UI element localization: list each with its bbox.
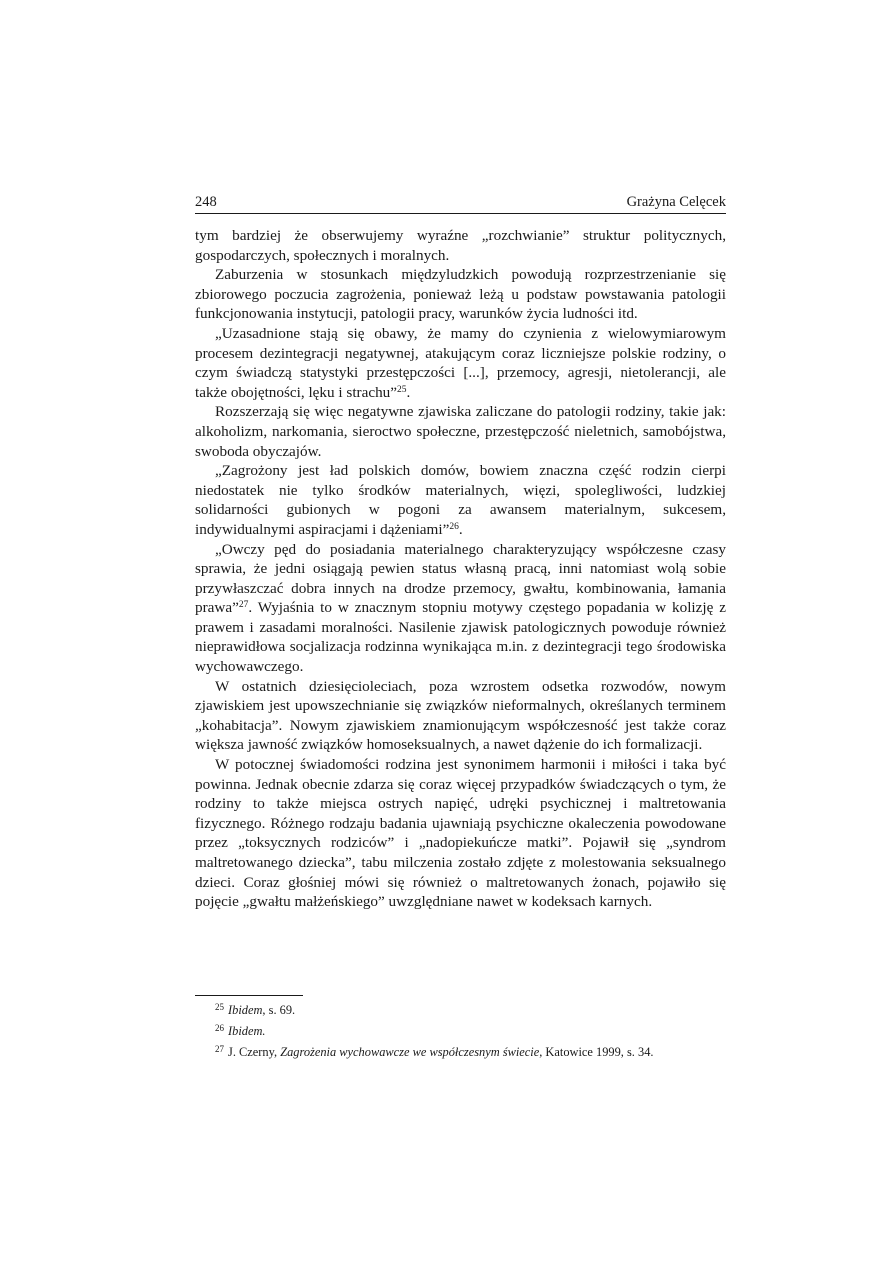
footnote-separator: [195, 995, 303, 996]
footnote-number: 25: [215, 1002, 224, 1012]
paragraph: tym bardziej że obserwujemy wyraźne „rozchwianie” struktur politycznych, gospodarczych, społecznych i moralnych.: [195, 227, 726, 264]
footnote-text: J. Czerny,: [228, 1045, 281, 1059]
paragraph: „Zagrożony jest ład polskich domów, bowiem znaczna część rodzin cierpi niedostatek nie tylko środków materialnych, więzi, spolegliwości, ludzkiej solidarności gubionych w pogoni za awansem materialnym, sukcesem, indywidualnymi aspiracjami i dążeniami”$^{26}$.: [195, 462, 726, 538]
footnote: [215, 1000, 726, 1021]
paragraph-text: „Uzasadnione stają się obawy, że mamy do czynienia z wielowymiarowym procesem dezintegracji negatywnej, atakującym coraz liczniejsze polskie rodziny, o czym świadczą statystyki przestępczości [...], przemocy, agresji, nietolerancji, ale także obojętności, lęku i strachu”: [195, 324, 726, 401]
paragraph: „Uzasadnione stają się obawy, że mamy do czynienia z wielowymiarowym procesem dezintegracji negatywnej, atakującym coraz liczniejsze polskie rodziny, o czym świadczą statystyki przestępczości [...], przemocy, agresji, nietolerancji, ale także obojętności, lęku i strachu”$^{25}$.: [195, 324, 726, 401]
paragraph: Zaburzenia w stosunkach międzyludzkich powodują rozprzestrzenianie się zbiorowego poczucia zagrożenia, ponieważ leżą u podstaw powstawania patologii funkcjonowania instytucji, patologii pracy, warunków życia ludności itd.: [195, 266, 726, 323]
footnote-italic: Zagrożenia wychowawcze we współczesnym świecie: [280, 1045, 540, 1059]
footnote-italic: Ibidem: [228, 1003, 263, 1017]
footnote-text: , s. 69.: [262, 1003, 296, 1017]
paragraph-text: „Owczy pęd do posiadania materialnego charakteryzujący współczesne czasy sprawia, że jedni osiągają pewien status własną pracą, inni natomiast wolą sobie przywłaszczać dobra innych na drodze przemocy, gwałtu, kombinowania, łamania prawa”: [195, 540, 726, 617]
page-number: 248: [195, 194, 217, 210]
footnote-ref: 25: [397, 384, 407, 395]
paragraph: W ostatnich dziesięcioleciach, poza wzrostem odsetka rozwodów, nowym zjawiskiem jest upowszechnianie się związków nieformalnych, określanych terminem „kohabitacja”. Nowym zjawiskiem znamionującym współczesność jest także coraz większa jawność związków homoseksualnych, a nawet dążenie do ich formalizacji.: [195, 677, 726, 754]
paragraph: W potocznej świadomości rodzina jest synonimem harmonii i miłości i taka być powinna. Jednak obecnie zdarza się coraz więcej przypadków świadczących o tym, że rodziny to także miejsca ostrych napięć, udręki psychicznej i maltretowania fizycznego. Różnego rodzaju badania ujawniają psychiczne okaleczenia powodowane przez „toksycznych rodziców” i „nadopiekuńcze matki”. Pojawił się „syndrom maltretowanego dziecka”, tabu milczenia zostało zdjęte z molestowania seksualnego dzieci. Coraz głośniej mówi się również o maltretowanych żonach, pojawiło się pojęcie „gwałtu małżeńskiego” uwzględniane nawet w kodeksach karnych.: [195, 756, 726, 911]
running-author: Grażyna Celęcek: [626, 194, 726, 210]
footnote: [215, 1042, 726, 1063]
footnote-italic: Ibidem.: [228, 1024, 266, 1038]
footnote-text: , Katowice 1999, s. 34.: [539, 1045, 654, 1059]
footnote-ref: 27: [238, 600, 249, 611]
footnote-number: 26: [215, 1023, 224, 1033]
paragraph: Rozszerzają się więc negatywne zjawiska zaliczane do patologii rodziny, takie jak: alkoholizm, narkomania, sieroctwo społeczne, przestępczość nieletnich, samobójstwa, swoboda obyczajów.: [195, 403, 726, 460]
paragraph: „Owczy pęd do posiadania materialnego charakteryzujący współczesne czasy sprawia, że jedni osiągają pewien status własną pracą, inni natomiast wolą sobie przywłaszczać dobra innych na drodze przemocy, gwałtu, kombinowania, łamania prawa”$^{27}$. Wyjaśnia to w znacznym stopniu motywy częstego popadania w kolizję z prawem i zasadami moralności. Nasilenie zjawisk patologicznych powoduje również nieprawidłowa socjalizacja rodzinna wynikająca m.in. z dezintegracji tego środowiska wychowawczego.: [195, 540, 726, 676]
footnotes: [215, 1000, 726, 1063]
running-header: [195, 193, 726, 214]
paragraph-text: Wyjaśnia to w znacznym stopniu motywy częstego popadania w kolizję z prawem i zasadami moralności. Nasilenie zjawisk patologicznych powoduje również nieprawidłowa socjalizacja rodzinna wynikająca m.in. z dezintegracji tego środowiska wychowawczego.: [195, 599, 726, 676]
body-text: [195, 226, 726, 912]
paragraph-text: „Zagrożony jest ład polskich domów, bowiem znaczna część rodzin cierpi niedostatek nie tylko środków materialnych, więzi, spolegliwości, ludzkiej solidarności gubionych w pogoni za awansem materialnym, sukcesem, indywidualnymi aspiracjami i dążeniami”: [195, 462, 726, 538]
footnote-ref: 26: [449, 521, 459, 532]
footnote-number: 27: [215, 1044, 224, 1054]
footnote: [215, 1021, 726, 1042]
